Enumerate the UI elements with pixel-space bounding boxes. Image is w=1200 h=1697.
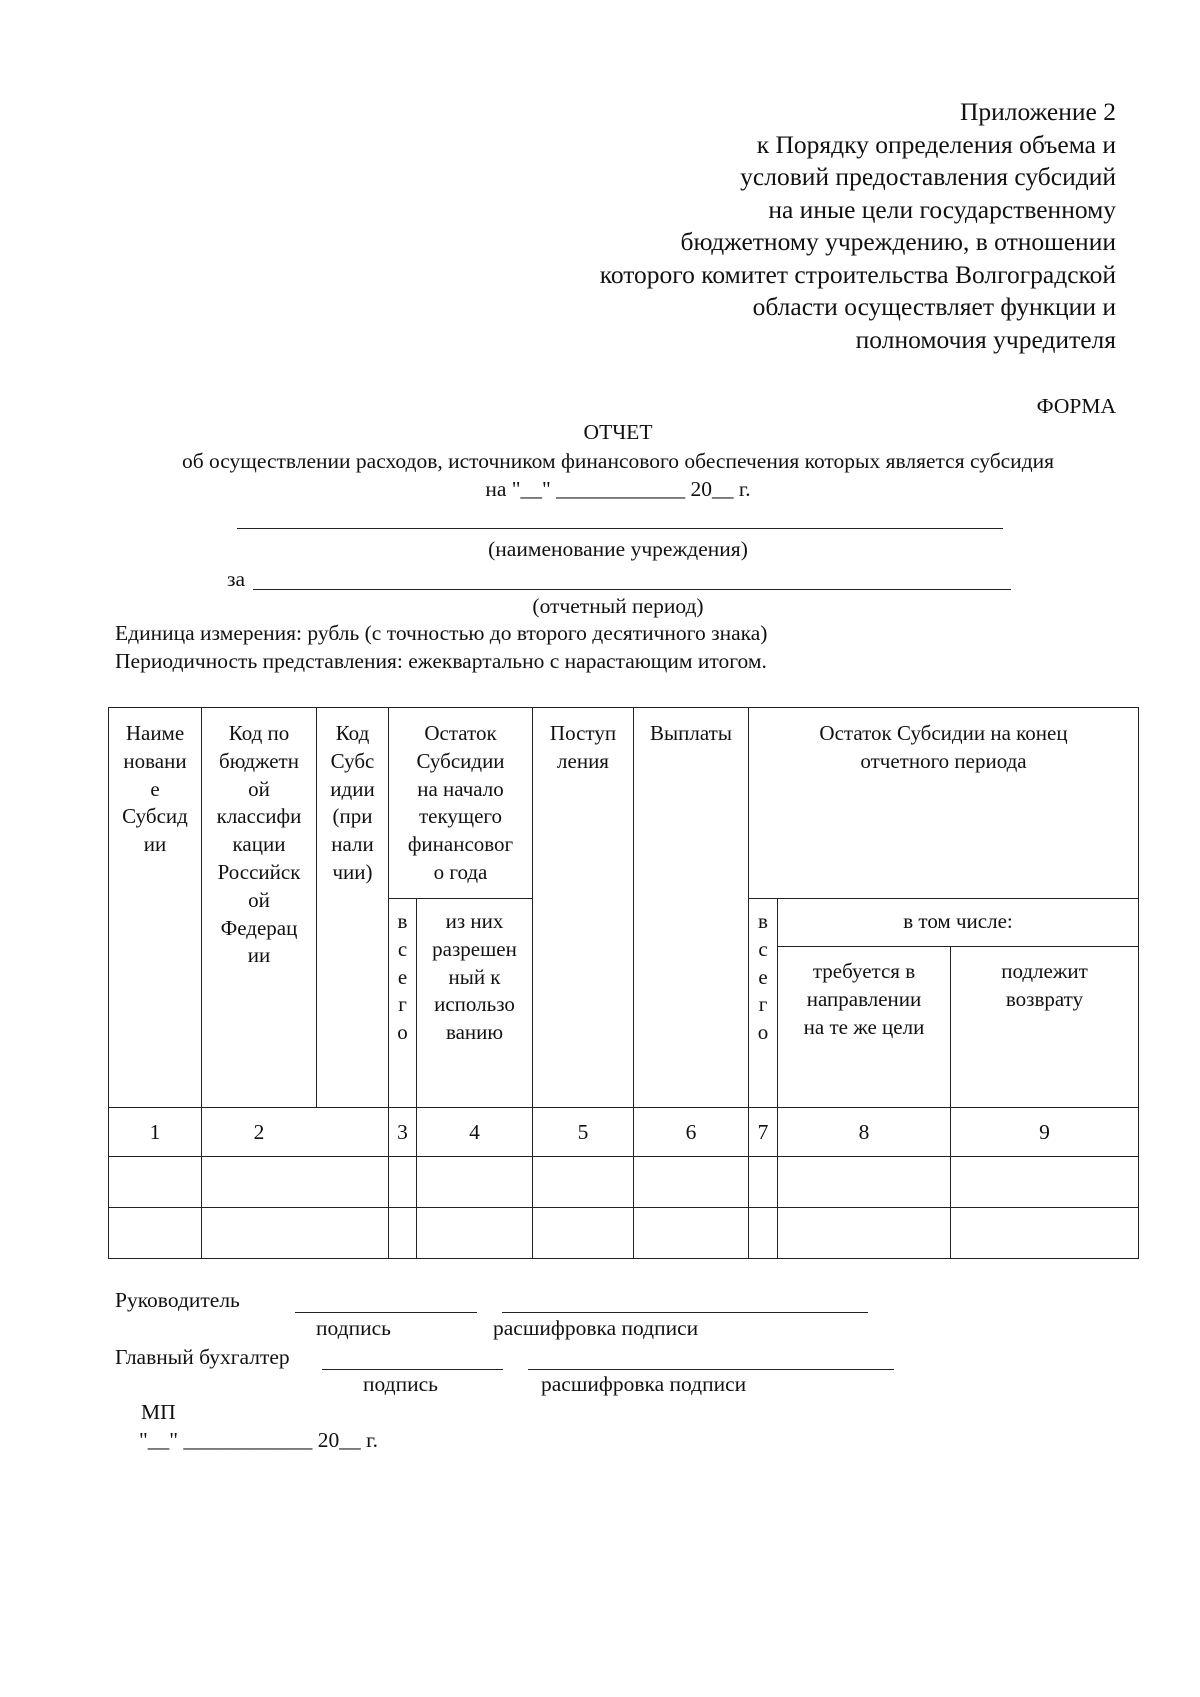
column-number: 7 — [757, 1120, 769, 1144]
header-line: новани — [123, 748, 187, 773]
stamp-label: МП — [141, 1400, 176, 1424]
header-line: ванию — [445, 1020, 504, 1045]
appendix-line: области осуществляет функции и — [752, 292, 1116, 321]
accountant-decode-line — [528, 1369, 894, 1370]
header-required-same-purpose — [778, 958, 950, 1041]
head-decode-caption: расшифровка подписи — [493, 1316, 699, 1340]
appendix-line: полномочия учредителя — [855, 324, 1116, 354]
header-line: Выплаты — [650, 721, 732, 745]
header-line: классифи — [216, 804, 302, 829]
header-payments — [634, 720, 748, 748]
header-line: ный к — [448, 964, 501, 989]
report-title: ОТЧЕТ — [583, 420, 653, 444]
form-label: ФОРМА — [1036, 394, 1116, 418]
header-line: идии — [330, 776, 375, 801]
header-line: Субсидии — [416, 748, 505, 773]
appendix-line: условий предоставления субсидий — [740, 162, 1116, 191]
header-line: Код — [335, 721, 370, 745]
header-line: в — [758, 909, 768, 933]
accountant-decode-caption: расшифровка подписи — [541, 1372, 747, 1396]
column-number: 8 — [858, 1120, 870, 1144]
header-refund — [951, 958, 1138, 1014]
header-line: на начало — [417, 776, 504, 801]
header-line: текущего — [419, 804, 502, 829]
header-line: нали — [331, 832, 374, 857]
accountant-signature-line — [322, 1369, 503, 1370]
column-number: 2 — [253, 1120, 265, 1144]
head-signature-caption: подпись — [316, 1316, 391, 1340]
header-line: Наиме — [125, 721, 185, 745]
header-budget-code — [202, 720, 316, 970]
header-line: кации — [232, 832, 286, 857]
appendix-line: к Порядку определения объема и — [756, 129, 1116, 159]
header-including — [778, 908, 1138, 936]
column-number: 3 — [397, 1120, 408, 1144]
header-receipts — [533, 720, 633, 776]
header-line: е — [150, 776, 160, 801]
header-line: (при — [332, 804, 373, 829]
appendix-line: на иные цели государственному — [768, 194, 1116, 224]
header-balance-end — [749, 720, 1138, 776]
header-line: ии — [143, 832, 167, 857]
header-line: на те же цели — [803, 1014, 925, 1039]
header-line: подлежит — [1001, 959, 1088, 983]
periodicity: Периодичность представления: ежеквартально с нарастающим итогом. — [115, 649, 767, 673]
period-caption: (отчетный период) — [532, 594, 704, 618]
header-line: ии — [247, 943, 271, 968]
column-number: 1 — [149, 1120, 161, 1144]
header-line: Российск — [217, 859, 301, 884]
appendix-line: бюджетному учреждению, в отношении — [680, 227, 1116, 256]
header-line: Остаток — [424, 721, 497, 745]
header-line: разрешен — [432, 936, 517, 961]
column-number: 4 — [469, 1120, 480, 1144]
report-date: на "__" ____________ 20__ г. — [485, 477, 751, 501]
header-line: Поступ — [549, 721, 617, 745]
header-line: г — [758, 992, 768, 1017]
header-line: г — [398, 992, 407, 1017]
header-line: Остаток Субсидии на конец — [819, 721, 1068, 745]
header-line: е — [758, 964, 768, 989]
header-line: с — [397, 936, 408, 961]
header-line: из них — [445, 909, 504, 933]
unit-of-measure: Единица измерения: рубль (с точностью до второго десятичного знака) — [115, 621, 768, 645]
header-line: чии) — [332, 859, 373, 884]
chief-accountant-label: Главный бухгалтер — [115, 1345, 290, 1369]
signature-date: "__" ____________ 20__ г. — [139, 1428, 378, 1452]
header-line: Субсид — [122, 804, 188, 829]
header-line: Код по — [228, 721, 290, 745]
header-line: ой — [248, 776, 270, 801]
header-subsidy-code — [317, 720, 388, 887]
header-line: в — [397, 909, 408, 933]
report-subtitle: об осуществлении расходов, источником финансового обеспечения которых является субсидия — [181, 449, 1055, 473]
header-line: о — [757, 1020, 769, 1045]
header-balance-start — [389, 720, 532, 887]
header-name — [109, 720, 201, 859]
header-line: отчетного периода — [860, 748, 1027, 773]
header-line: ой — [248, 887, 270, 912]
header-line: финансовог — [407, 832, 514, 857]
header-balance-start-allowed — [417, 908, 532, 1047]
column-number: 6 — [685, 1120, 697, 1144]
header-line: бюджетн — [219, 748, 299, 773]
accountant-signature-caption: подпись — [363, 1372, 438, 1396]
institution-caption: (наименование учреждения) — [488, 537, 748, 561]
head-signature-line — [295, 1312, 477, 1313]
column-number: 5 — [577, 1120, 589, 1144]
header-line: направлении — [806, 986, 922, 1011]
header-balance-end-total — [749, 908, 777, 1047]
header-line: е — [397, 964, 408, 989]
header-line: Субс — [330, 748, 375, 773]
header-line: ления — [557, 748, 609, 773]
header-line: с — [758, 936, 768, 961]
header-line: требуется в — [812, 959, 916, 983]
period-prefix: за — [227, 567, 246, 591]
header-balance-start-total — [389, 908, 416, 1047]
header-line: использо — [434, 992, 515, 1017]
header-line: о года — [433, 859, 488, 884]
header-line: о — [397, 1020, 408, 1045]
column-number: 9 — [1039, 1120, 1050, 1144]
appendix-line: которого комитет строительства Волгоградской — [599, 259, 1116, 289]
head-decode-line — [502, 1312, 868, 1313]
head-label: Руководитель — [115, 1288, 240, 1312]
header-line: в том числе: — [903, 909, 1013, 933]
header-line: возврату — [1005, 986, 1084, 1011]
appendix-line: Приложение 2 — [960, 97, 1116, 126]
header-line: Федерац — [220, 915, 298, 940]
